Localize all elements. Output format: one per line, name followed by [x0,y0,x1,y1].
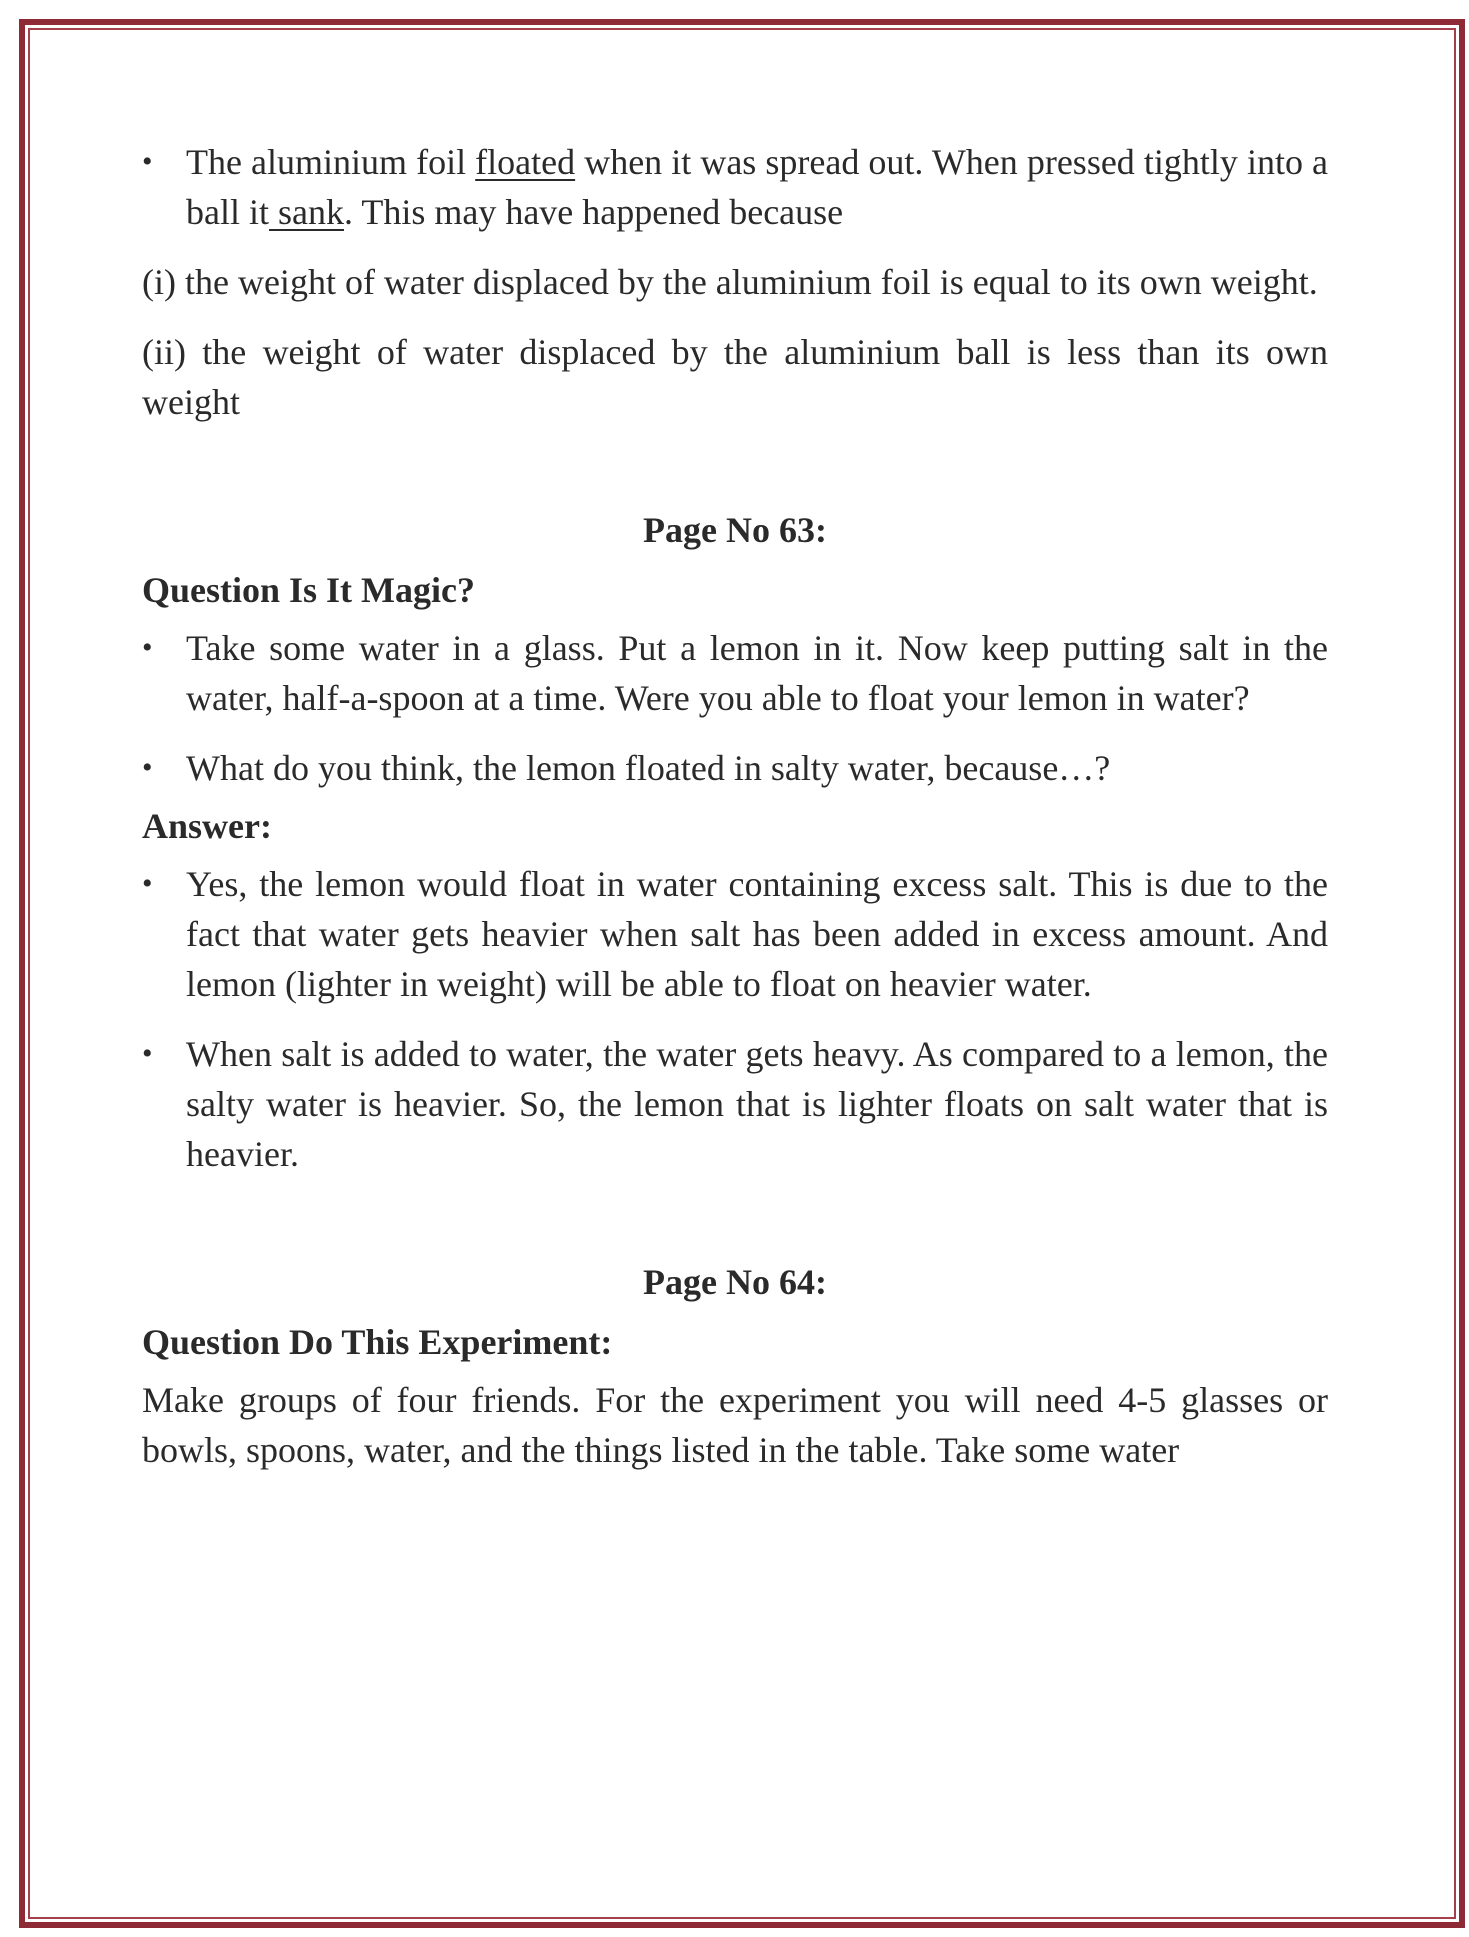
experiment-paragraph: Make groups of four friends. For the experiment you will need 4-5 glasses or bowls, spoons, water, and the things listed in the table. Take some water [142,1380,1328,1470]
question-bullet-text: What do you think, the lemon floated in salty water, because…? [186,748,1111,788]
underlined-floated: floated [475,142,576,182]
question-bullet [142,743,1328,793]
bullet-icon: • [142,631,153,664]
document-content [142,137,1328,1475]
foil-bullet [142,137,1328,237]
question-title-experiment: Question Do This Experiment: [142,1322,613,1362]
answer-bullet [142,859,1328,1009]
bullet-icon: • [142,751,153,784]
page-number-63: Page No 63: [643,510,827,550]
answer-bullet [142,1029,1328,1179]
answer-bullet-text: When salt is added to water, the water gets heavy. As compared to a lemon, the salty water is heavier. So, the lemon that is lighter floats on salt water that is heavier. [186,1034,1328,1174]
foil-text-part1: The aluminium foil [186,142,476,182]
question-bullet [142,623,1328,723]
bullet-icon: • [142,1037,153,1070]
foil-text-part3: . This may have happened because [344,192,844,232]
reason-i: (i) the weight of water displaced by the aluminium foil is equal to its own weight. [142,262,1318,302]
answer-label: Answer: [142,806,272,846]
page-number-64: Page No 64: [643,1262,827,1302]
bullet-icon: • [142,145,153,178]
underlined-sank: sank [269,192,344,232]
bullet-icon: • [142,867,153,900]
reason-ii: (ii) the weight of water displaced by the aluminium ball is less than its own weight [142,332,1328,422]
question-title-magic: Question Is It Magic? [142,570,475,610]
foil-text-part2: when it was spread out. When pressed tightly into a ball it [186,142,1329,232]
answer-bullet-text: Yes, the lemon would float in water containing excess salt. This is due to the fact that water gets heavier when salt has been added in excess amount. And lemon (lighter in weight) will be able to float on heavier water. [186,864,1328,1004]
question-bullet-text: Take some water in a glass. Put a lemon in it. Now keep putting salt in the water, half-a-spoon at a time. Were you able to float your lemon in water? [186,628,1328,718]
